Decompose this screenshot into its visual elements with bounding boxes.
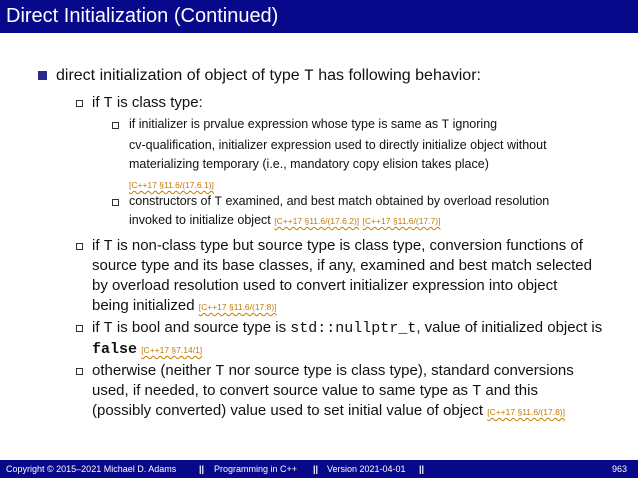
citation-link[interactable]: [C++17 §11.6/(17.6.1)] <box>129 180 214 190</box>
prvalue-line-1: if initializer is prvalue expression whose type is same as T ignoring <box>129 117 498 132</box>
citation-link[interactable]: [C++17 §11.6/(17.6.2)] <box>274 216 360 226</box>
prvalue-line-2: cv-qualification, initializer expression used to directly initialize object without <box>129 138 547 152</box>
hollow-bullet-icon <box>76 243 83 250</box>
square-bullet-icon <box>38 71 47 80</box>
prvalue-cite-row <box>129 176 214 193</box>
footer-version: Version 2021-04-01 <box>327 464 406 474</box>
non-class-line-2: source type and its base classes, if any, examined and best match selected <box>92 257 592 274</box>
slide-title: Direct Initialization (Continued) <box>6 5 279 27</box>
footer-separator: || <box>313 464 319 474</box>
citation-link[interactable]: [C++17 §11.6/(17.8)] <box>487 407 566 417</box>
hollow-bullet-icon <box>76 368 83 375</box>
footer-separator: || <box>199 464 205 474</box>
hollow-bullet-icon <box>76 100 83 107</box>
otherwise-line-3: (possibly converted) value used to set initial value of object [C++17 §11.6/(17.8)] <box>92 402 566 419</box>
hollow-bullet-icon <box>112 122 119 129</box>
citation-link[interactable]: [C++17 §7.14/1] <box>141 345 203 355</box>
hollow-bullet-icon <box>76 325 83 332</box>
non-class-line-3: by overload resolution used to convert initializer expression into object <box>92 277 558 294</box>
citation-link[interactable]: [C++17 §11.6/(17.8)] <box>198 302 277 312</box>
citation-link[interactable]: [C++17 §11.6/(17.7)] <box>362 216 441 226</box>
bool-line-1: if T is bool and source type is std::nullptr_t, value of initialized object is <box>92 319 603 337</box>
sub-bullet-class-type: if T is class type: <box>92 94 203 112</box>
footer-separator: || <box>419 464 425 474</box>
bool-line-2: false [C++17 §7.14/1] <box>92 341 203 358</box>
footer-course: Programming in C++ <box>214 464 298 474</box>
hollow-bullet-icon <box>112 199 119 206</box>
non-class-line-4: being initialized [C++17 §11.6/(17.8)] <box>92 297 277 314</box>
footer-bar <box>0 460 638 478</box>
prvalue-line-3: materializing temporary (i.e., mandatory copy elision takes place) <box>129 157 489 171</box>
non-class-line-1: if T is non-class type but source type is class type, conversion functions of <box>92 237 583 255</box>
constructors-line-1: constructors of T examined, and best match obtained by overload resolution <box>129 194 550 209</box>
otherwise-line-2: used, if needed, to convert source value to same type as T and this <box>92 382 538 400</box>
constructors-line-2: invoked to initialize object [C++17 §11.6/(17.6.2)] [C++17 §11.6/(17.7)] <box>129 213 441 227</box>
footer-copyright: Copyright © 2015–2021 Michael D. Adams <box>6 464 177 474</box>
footer-page-number: 963 <box>612 464 628 474</box>
otherwise-line-1: otherwise (neither T nor source type is class type), standard conversions <box>92 362 574 380</box>
main-bullet-text: direct initialization of object of type T has following behavior: <box>56 67 481 85</box>
